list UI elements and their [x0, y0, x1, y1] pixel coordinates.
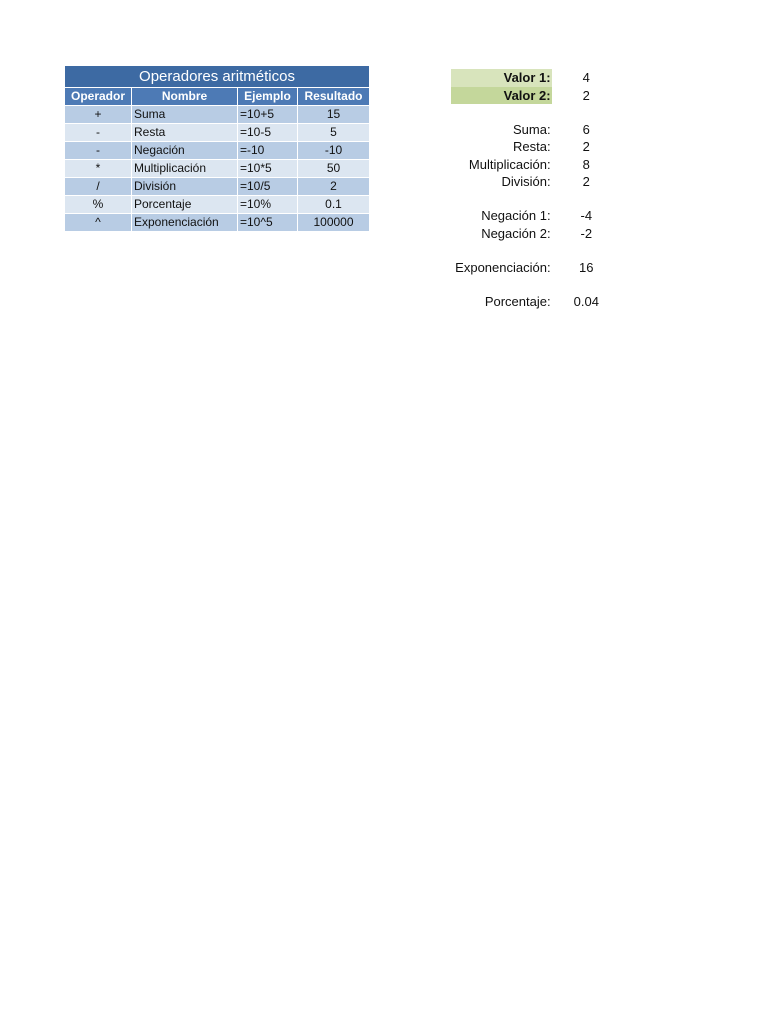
cell-nombre[interactable]: Resta — [132, 124, 238, 141]
spacer — [451, 242, 621, 259]
cell-resultado[interactable]: 5 — [330, 125, 337, 139]
suma-value[interactable]: 6 — [582, 121, 590, 137]
operators-table — [65, 66, 369, 232]
cell-nombre[interactable]: Porcentaje — [132, 196, 238, 213]
porcentaje-label: Porcentaje: — [484, 293, 551, 309]
division-label: División: — [501, 174, 551, 189]
negacion2-value[interactable]: -2 — [580, 225, 593, 241]
cell-operador[interactable]: / — [65, 178, 132, 195]
exponenciacion-label: Exponenciación: — [455, 259, 551, 275]
table-row — [65, 124, 369, 142]
cell-operador[interactable]: % — [65, 196, 132, 213]
cell-ejemplo[interactable]: =-10 — [238, 142, 298, 159]
cell-resultado[interactable]: 0.1 — [325, 197, 342, 211]
cell-nombre[interactable]: Exponenciación — [132, 214, 238, 231]
multiplicacion-label: Multiplicación: — [468, 156, 551, 172]
spacer — [451, 191, 621, 208]
table-row — [65, 142, 369, 160]
resta-row — [451, 138, 621, 156]
cell-nombre[interactable]: Negación — [132, 142, 238, 159]
spacer — [451, 104, 621, 121]
negacion1-value[interactable]: -4 — [580, 208, 593, 223]
suma-row — [451, 121, 621, 139]
table-row — [65, 196, 369, 214]
valor2-row — [451, 87, 621, 105]
valor1-label: Valor 1: — [451, 69, 552, 87]
division-row — [451, 173, 621, 191]
cell-ejemplo[interactable]: =10*5 — [238, 160, 298, 177]
resta-label: Resta: — [513, 139, 551, 154]
table-row — [65, 160, 369, 178]
cell-ejemplo[interactable]: =10+5 — [238, 106, 298, 123]
table-title: Operadores aritméticos — [65, 66, 369, 88]
porcentaje-row — [451, 293, 621, 311]
cell-nombre[interactable]: Suma — [132, 106, 238, 123]
porcentaje-value[interactable]: 0.04 — [573, 293, 599, 309]
cell-ejemplo[interactable]: =10% — [238, 196, 298, 213]
cell-resultado[interactable]: -10 — [324, 143, 343, 157]
table-row — [65, 178, 369, 196]
cell-operador[interactable]: + — [65, 106, 132, 123]
header-ejemplo: Ejemplo — [238, 88, 298, 105]
exponenciacion-value[interactable]: 16 — [579, 259, 594, 275]
suma-label: Suma: — [513, 121, 551, 137]
cell-ejemplo[interactable]: =10^5 — [238, 214, 298, 231]
cell-nombre[interactable]: Multiplicación — [132, 160, 238, 177]
cell-ejemplo[interactable]: =10/5 — [238, 178, 298, 195]
negacion1-row — [451, 207, 621, 225]
cell-resultado[interactable]: 100000 — [313, 215, 354, 229]
multiplicacion-value[interactable]: 8 — [582, 156, 590, 172]
cell-operador[interactable]: - — [65, 124, 132, 141]
valor1-input[interactable]: 4 — [582, 70, 590, 85]
negacion2-label: Negación 2: — [481, 225, 551, 241]
cell-operador[interactable]: - — [65, 142, 132, 159]
negacion2-row — [451, 225, 621, 243]
table-row — [65, 214, 369, 232]
spacer — [451, 276, 621, 293]
table-header-row — [65, 88, 369, 106]
resta-value[interactable]: 2 — [582, 139, 590, 154]
exponenciacion-row — [451, 259, 621, 277]
cell-resultado[interactable]: 15 — [326, 107, 341, 121]
header-operador: Operador — [65, 88, 132, 105]
division-value[interactable]: 2 — [582, 174, 590, 189]
negacion1-label: Negación 1: — [481, 208, 551, 223]
cell-operador[interactable]: ^ — [65, 214, 132, 231]
table-row — [65, 106, 369, 124]
valor2-input[interactable]: 2 — [582, 87, 590, 103]
cell-resultado[interactable]: 50 — [326, 161, 341, 175]
calculation-block — [451, 69, 621, 310]
cell-nombre[interactable]: División — [132, 178, 238, 195]
valor1-row — [451, 69, 621, 87]
valor2-label: Valor 2: — [451, 87, 552, 105]
header-resultado: Resultado — [304, 89, 363, 103]
cell-operador[interactable]: * — [65, 160, 132, 177]
cell-resultado[interactable]: 2 — [330, 179, 337, 193]
header-nombre: Nombre — [132, 88, 238, 105]
cell-ejemplo[interactable]: =10-5 — [238, 124, 298, 141]
multiplicacion-row — [451, 156, 621, 174]
